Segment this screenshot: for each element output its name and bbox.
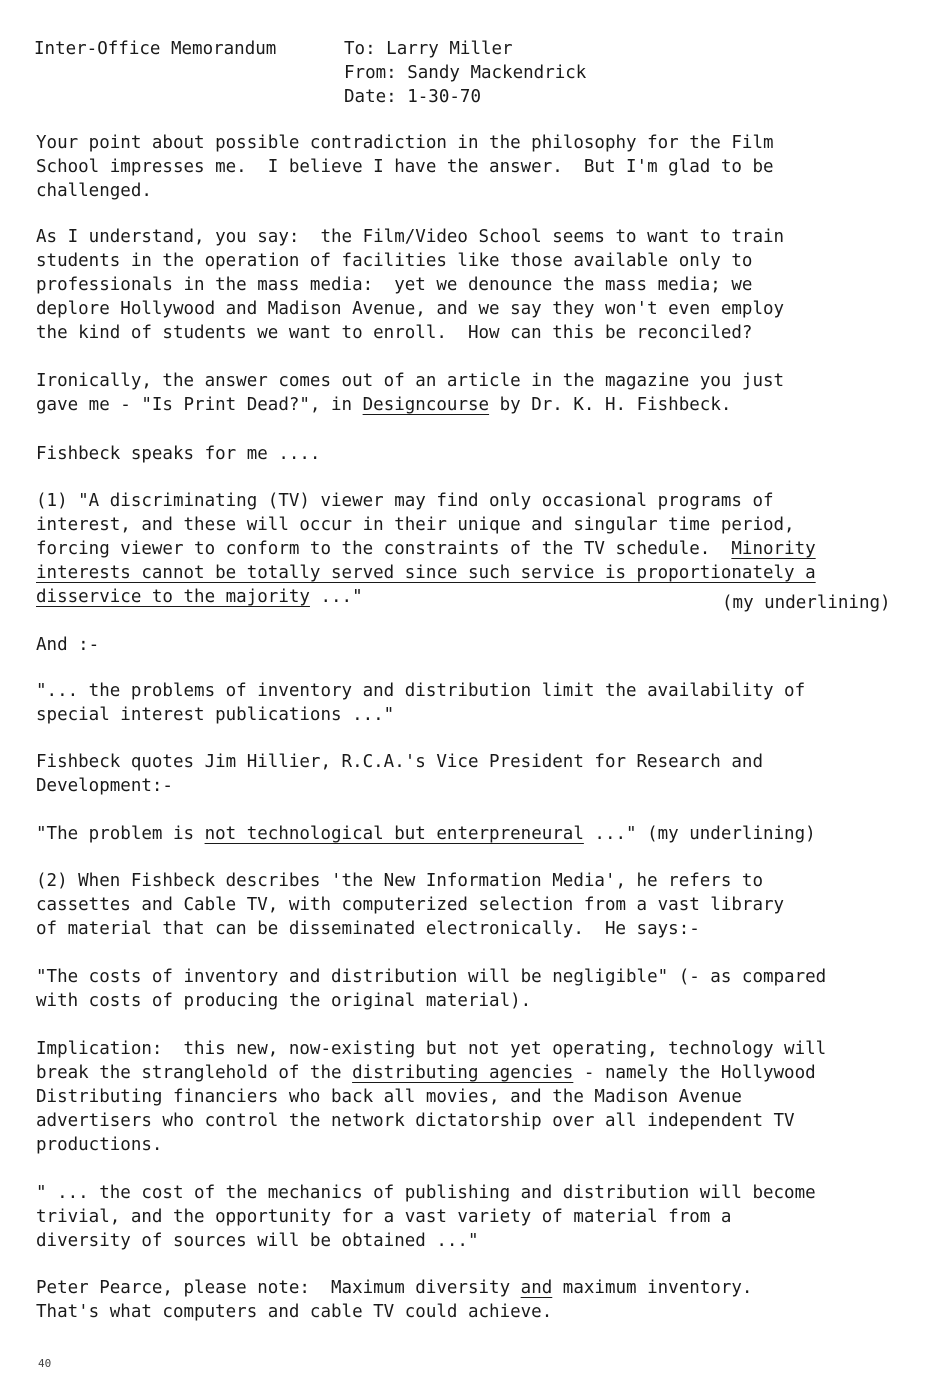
paragraph-12-text: Implication: this new, now-existing but not yet operating, technology will break the stranglehold of the: [36, 1039, 827, 1083]
paragraph-7: "... the problems of inventory and distribution limit the availability of special interest publications ...": [36, 681, 806, 725]
paragraph-9: [36, 822, 926, 846]
memo-heading: Inter-Office Memorandum: [34, 39, 277, 59]
paragraph-9-underlined: not technological but enterpreneural: [204, 824, 584, 844]
date-value: 1-30-70: [407, 87, 481, 107]
paragraph-1: Your point about possible contradiction in the philosophy for the Film School impresses me. I believe I have the answer. But I'm glad to be challenged.: [36, 133, 774, 201]
paragraph-14-tail: maximum inventory. That's what computers and cable TV could achieve.: [36, 1278, 753, 1322]
from-label: From:: [344, 63, 397, 83]
paragraph-14-underlined: and: [520, 1278, 553, 1298]
paragraph-5-underlined: Minority interests cannot be totally served since such service is proportionately a disservice to the majority: [36, 539, 816, 607]
paragraph-2: As I understand, you say: the Film/Video School seems to want to train students in the operation of facilities like those available only to professionals in the mass media: yet we denounce the mass media; we deplore Hollywood and Madison Avenue, and we say they won't even employ the kind of students we want to enroll. How can this be reconciled?: [36, 227, 785, 343]
paragraph-13: " ... the cost of the mechanics of publishing and distribution will become trivial, and the opportunity for a vast variety of material from a diversity of sources will be obtained ...": [36, 1183, 816, 1251]
paragraph-6: And :-: [36, 635, 100, 655]
memo-to-row: [344, 37, 586, 61]
from-value: Sandy Mackendrick: [407, 63, 587, 83]
paragraph-4: Fishbeck speaks for me ....: [36, 444, 321, 464]
paragraph-3-text: Ironically, the answer comes out of an article in the magazine you just gave me - "Is Print Dead?", in: [36, 371, 785, 415]
paragraph-10: (2) When Fishbeck describes 'the New Information Media', he refers to cassettes and Cable TV, with computerized selection from a vast library of material that can be disseminated electronically. He says:-: [36, 871, 785, 939]
memo-addressing: [344, 37, 586, 109]
paragraph-12: [36, 1037, 926, 1157]
paragraph-12-tail: - namely the Hollywood Distributing financiers who back all movies, and the Madison Avenue advertisers who control the network dictatorship over all independent TV productions.: [36, 1063, 816, 1155]
date-label: Date:: [344, 87, 397, 107]
paragraph-14: [36, 1276, 926, 1324]
paragraph-5-text: (1) "A discriminating (TV) viewer may find only occasional programs of interest, and these will occur in their unique and singular time period, forcing viewer to conform to the constraints of the TV schedule.: [36, 491, 795, 559]
paragraph-5-tail: ...": [309, 587, 363, 607]
paragraph-9-text: "The problem is: [36, 824, 205, 844]
to-value: Larry Miller: [386, 39, 513, 59]
paragraph-3: [36, 369, 926, 417]
paragraph-14-text: Peter Pearce, please note: Maximum diversity: [36, 1278, 521, 1298]
magazine-title: Designcourse: [362, 395, 490, 415]
paragraph-8: Fishbeck quotes Jim Hillier, R.C.A.'s Vice President for Research and Development:-: [36, 752, 763, 796]
paragraph-9-tail: ..." (my underlining): [583, 824, 816, 844]
memo-date-row: [344, 85, 586, 109]
paragraph-12-underlined: distributing agencies: [352, 1063, 574, 1083]
to-label: To:: [344, 39, 376, 59]
page-number: 40: [38, 1357, 52, 1370]
paragraph-3-tail: by Dr. K. H. Fishbeck.: [489, 395, 732, 415]
paragraph-11: "The costs of inventory and distribution will be negligible" (- as compared with costs of producing the original material).: [36, 967, 827, 1011]
underlining-note: (my underlining): [722, 593, 891, 613]
memo-from-row: [344, 61, 586, 85]
